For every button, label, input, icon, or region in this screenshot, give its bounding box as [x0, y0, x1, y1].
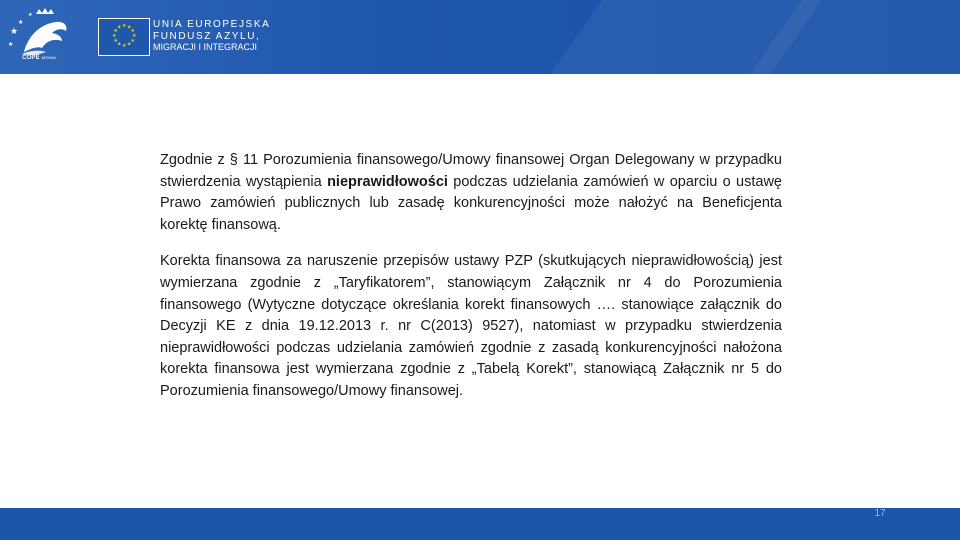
- eu-label-line3: MIGRACJI I INTEGRACJI: [153, 42, 258, 52]
- footer-bar: [0, 508, 960, 540]
- svg-text:★: ★: [122, 23, 127, 29]
- svg-text:★: ★: [10, 26, 19, 36]
- eu-fund-label: [153, 19, 270, 54]
- eu-label-line1: UNIA EUROPEJSKA: [153, 19, 271, 30]
- paragraph-1-text-end: podczas udzielania zamówień w oparciu o ustawę Prawo zamówień publicznych lub zasadę konkurencyjności może nałożyć na Beneficjenta korektę finansową.: [160, 173, 782, 233]
- svg-text:★: ★: [113, 28, 118, 34]
- svg-text:★: ★: [130, 38, 135, 44]
- svg-text:★: ★: [117, 24, 122, 31]
- svg-text:★: ★: [127, 41, 132, 48]
- header-bar: [0, 0, 960, 74]
- svg-text:★: ★: [127, 24, 132, 31]
- paragraph-2: Korekta finansowa za naruszenie przepisów ustawy PZP (skutkujących nieprawidłowością) jest wymierzana zgodnie z „Taryfikatorem”, stanowiącym Załącznik nr 4 do Porozumienia finansowego (Wytyczne dotyczące określania korekt finansowych …. stanowiące załącznik do Decyzji KE z dnia 19.12.2013 r. nr C(2013) 9527), natomiast w przypadku stwierdzenia nieprawidłowości podczas udzielania zamówień zgodnie z zasadą konkurencyjności nałożona korekta finansowa jest wymierzana zgodnie z „Tabelą Korekt”, stanowiącą Załącznik nr 5 do Porozumienia finansowego/Umowy finansowej.: [160, 253, 782, 399]
- svg-text:★: ★: [113, 38, 118, 44]
- svg-text:★: ★: [132, 33, 137, 39]
- paragraph-1-bold: nieprawidłowości: [327, 173, 448, 190]
- svg-text:★: ★: [8, 42, 14, 48]
- cope-logo-text: COPE MSWiA: [22, 55, 57, 61]
- paragraph-1-text: Zgodnie z § 11 Porozumienia finansowego/Umowy finansowej Organ Delegowany w przypadku stwierdzenia wystąpienia: [160, 152, 782, 190]
- svg-text:★: ★: [18, 20, 24, 26]
- page-number: 17: [874, 508, 886, 519]
- svg-text:★: ★: [28, 12, 33, 18]
- svg-text:★: ★: [130, 28, 135, 34]
- svg-text:★: ★: [117, 41, 122, 48]
- eu-flag-icon: [98, 18, 150, 56]
- slide-body: [160, 150, 782, 418]
- eu-label-line2: FUNDUSZ AZYLU,: [153, 30, 261, 42]
- svg-text:★: ★: [122, 43, 127, 49]
- svg-text:★: ★: [112, 33, 117, 39]
- paragraph-1: [160, 150, 782, 236]
